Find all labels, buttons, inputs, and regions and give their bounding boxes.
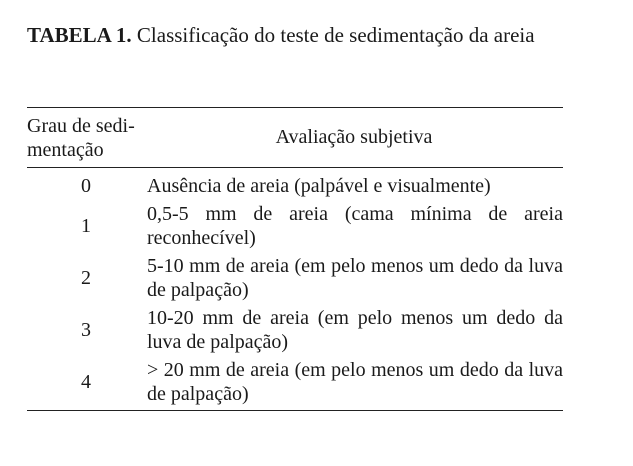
table-row	[27, 168, 563, 201]
header-evaluation: Avaliação subjetiva	[275, 126, 433, 148]
description-cell: 5-10 mm de areia (em pelo menos um dedo da luva de palpação)	[147, 255, 563, 301]
table-caption	[27, 22, 563, 49]
grade-cell: 4	[81, 371, 91, 393]
caption-text: Classificação do teste de sedimentação da areia	[136, 23, 535, 47]
classification-table	[27, 107, 563, 411]
description-cell: > 20 mm de areia (em pelo menos um dedo da luva de palpação)	[147, 359, 563, 405]
table-row	[27, 304, 563, 356]
description-cell: 0,5-5 mm de areia (cama mínima de areia reconhecível)	[147, 203, 563, 249]
table-row	[27, 200, 563, 252]
table-header-row	[27, 108, 563, 168]
grade-cell: 0	[81, 175, 91, 197]
description-cell: Ausência de areia (palpável e visualmente)	[147, 175, 491, 197]
caption-label: TABELA 1.	[27, 23, 132, 47]
grade-cell: 3	[81, 319, 91, 341]
header-grade: Grau de sedi-mentação	[27, 115, 135, 161]
table-row	[27, 356, 563, 411]
grade-cell: 2	[81, 267, 91, 289]
description-cell: 10-20 mm de areia (em pelo menos um dedo da luva de palpação)	[147, 307, 563, 353]
sedimentation-table	[27, 107, 563, 411]
grade-cell: 1	[81, 215, 91, 237]
table-row	[27, 252, 563, 304]
